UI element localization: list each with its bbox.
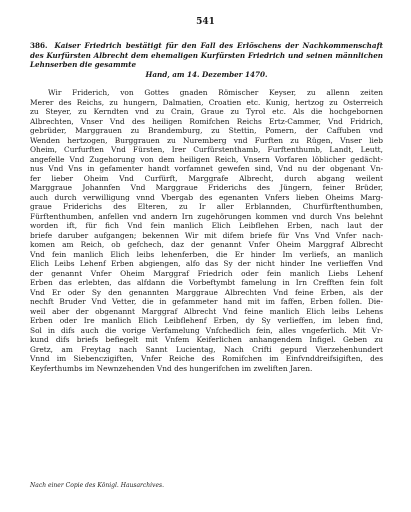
body-line: Erben oder Ire manlich Elich Leibflehenf Erben, dy Sy verlieffen, im leben find, (30, 316, 383, 326)
document-number: 386. (30, 41, 48, 50)
body-line: Marggraue Johannfen Vnd Marggraue Friderichs des Jüngern, feiner Brüder, (30, 183, 383, 193)
body-line: Wir Friderich, von Gottes gnaden Römischer Keyser, zu allenn zeiten (48, 88, 383, 97)
body-line: fer lieber Oheim Vnd Curfürft, Marggrafe Albrecht, durch abgang weilent (30, 173, 383, 183)
body-line: weil aber der obgenannt Marggraf Albrecht Vnd feine manlich Elich leibs Lehens (30, 306, 383, 316)
heading-line-1: Kaiser Friedrich bestätigt für den Fall des Erlöschens der Nachkommenschaft des Kurfürsten (30, 41, 383, 60)
body-line: auch durch verwilligung vnnd Vbergab des egenanten Vnfers lieben Oheims Marg- (30, 192, 383, 202)
body-line: Wenden hertzogen, Burggrauen zu Nuremberg vnd Furften zu Rügen, Vnser lieb (30, 135, 383, 145)
document-body (30, 88, 383, 373)
footnote: Nach einer Copie des Königl. Hausarchives. (30, 482, 164, 489)
body-line: briefe daruber aufgangen; bekennen Wir mit difem briefe für Vns Vnd Vnfer nach- (30, 230, 383, 240)
body-line: Vnnd im Siebenczigiften, Vnfer Reiche des Romifchen im Einfvnddreifsigiften, des (30, 354, 383, 364)
body-line: Gretz, am Freytag nach Sannt Lucientag, Nach Crifti gepurd Vierzehenhundert (30, 344, 383, 354)
body-line: angefelle Vnd Zugehorung von dem heiligen Reich, Vnsern Vorfaren löblicher gedächt- (30, 154, 383, 164)
body-line: Erben das erlebten, das alfdann die Vorbeftymbt famelung in Irn Crefften fein folt (30, 278, 383, 288)
page-number: 541 (196, 17, 215, 27)
body-line: gebrüder, Marggrauen zu Brandemburg, zu Stettin, Pomern, der Caffuben vnd (30, 126, 383, 136)
body-line: der genannt Vnfer Oheim Marggraf Friedrich oder fein manlich Liebs Lehenf (30, 268, 383, 278)
body-line: nechft Bruder Vnd Vetter, die in gefammeter hand mit im faffen, Erben follen. Die- (30, 297, 383, 307)
heading-line-3: Hand, am 14. Dezember 1470. (145, 69, 268, 79)
body-line: graue Friderichs des Elteren, zu Ir aller Erblannden, Churfürftenthumben, (30, 202, 383, 212)
body-line: Albrechten, Vnser Vnd des heiligen Romifchen Reichs Ertz-Cammer, Vnd Fridrich, (30, 116, 383, 126)
body-line: worden ift, für fich Vnd fein manlich Elich Leibflehen Erben, nach laut der (30, 221, 383, 231)
body-line: Fürftenthumben, anfellen vnd andern Irn zugehörungen kommen vnd durch Vns belehnt (30, 211, 383, 221)
body-line: kund difs briefs befiegelt mit Vnfem Keiferlichen anhangendem Infigel. Geben zu (30, 335, 383, 345)
document-heading (30, 41, 383, 79)
body-line: Vnd Er oder Sy den genannten Marggraue Albrechten Vnd feine Erben, als der (30, 287, 383, 297)
body-line: nus Vnd Vns in gefamenter handt vorfamnet gewefen sind, Vnd nu der obgenant Vn- (30, 164, 383, 174)
body-line: Vnd fein manlich Elich leibs lehenferben, die Er hinder Im verliefs, an manlich (30, 249, 383, 259)
heading-line-2: Albrecht dem ehemaligen Kurfürsten Friedrich und seinen männlichen Lehnserben die gesammte (30, 50, 383, 69)
body-line: Elich Leibs Lehenf Erben abgiengen, alfo das Sy der nicht hinder Ine verlieffen Vnd (30, 259, 383, 269)
body-line: Oheim, Curfurften Vnd Fürsten, Irer Curfürstenthamb, Furftenthumb, Landt, Leutt, (30, 145, 383, 155)
body-line: Sol in difs auch die vorige Verfamelung Vnfchedlich fein, alles vngeferlich. Mit Vr- (30, 325, 383, 335)
body-line: zu Steyer, zu Kerndten vnd zu Crain, Graue zu Tyrol etc. Als die hochgebornen (30, 107, 383, 117)
body-line: Keyferthumbs im Newnzehenden Vnd des hungerifchen im zweliften Jaren. (30, 363, 313, 373)
body-line: komen am Reich, ob gefchech, daz der genannt Vnfer Oheim Marggraf Albrecht (30, 240, 383, 250)
body-line: Merer des Reichs, zu hungern, Dalmatien, Croatien etc. Kunig, hertzog zu Osterreich (30, 97, 383, 107)
